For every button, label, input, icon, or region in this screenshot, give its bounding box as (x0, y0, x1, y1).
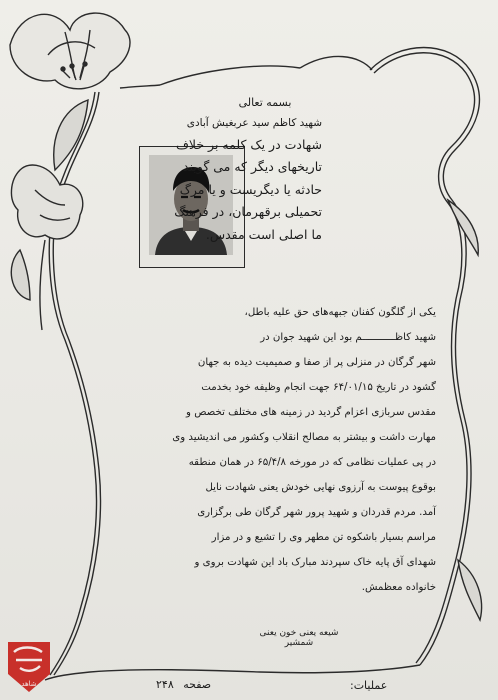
page-number-value: ۲۴۸ (156, 678, 174, 691)
page-number (150, 678, 211, 691)
martyr-name: شهید کاظم سید عربغیش آبادی (186, 117, 322, 129)
biography-line: شهر گرگان در منزلی پر از صفا و صمیمیت دیده به جهان (197, 357, 436, 368)
biography-line: گشود در تاریخ ۶۴/۰۱/۱۵ جهت انجام وظیفه خود بخدمت (201, 382, 436, 393)
biography-line: شهید کاظـــــــــــم بود این شهید جوان در (260, 332, 436, 343)
biography-line: یکی از گلگون کفنان جبهه‌های حق علیه باطل، (244, 307, 436, 318)
intro-line: شهادت در یک کلمه بر خلاف (175, 136, 322, 152)
intro-line: تاریخهای دیگر که می گویند (183, 159, 322, 174)
biography-line: آمد. مردم قدردان و شهید پرور شهر گرگان طی برگزاری (197, 507, 436, 518)
intro-line: ما اصلی است مقدس. (205, 226, 322, 242)
biography-line: در پی عملیات نظامی که در مورخه ۶۵/۴/۸ در همان منطقه (188, 457, 436, 468)
navid-shahed-logo (4, 638, 54, 696)
biography-line: بوقوع پیوست به آرزوی نهایی خودش یعنی شهادت نایل (205, 482, 436, 493)
logo-text: شاهد (21, 680, 37, 688)
intro-line: تحمیلی برقهرمان، در فرهنگ (174, 204, 322, 219)
page-label: صفحه (183, 678, 212, 691)
intro-line: حادثه یا دیگریست و یا مرگ (179, 181, 322, 197)
biography-line: خانواده معظمش. (361, 582, 436, 593)
biography-line: مراسم بسیار باشکوه تن مطهر وی را تشیع و در مزار (211, 532, 436, 543)
invocation-heading: بسمه تعالی (238, 96, 292, 109)
biography-line: مقدس سربازی اعزام گردید در زمینه های مختلف تخصص و (186, 407, 436, 418)
intro-section (82, 118, 322, 251)
motto-text: شیعه یعنی خون یعنی شمشیر (259, 628, 339, 648)
operations-label: عملیات: (350, 679, 388, 692)
biography-text (118, 306, 436, 606)
poppy-flower-icon (10, 13, 130, 675)
biography-line: شهدای آق پایه خاک سپردند مبارک باد این شهادت بروی و (194, 557, 436, 568)
biography-line: مهارت داشت و بیشتر به مصالح انقلاب وکشور می اندیشید وی (172, 432, 436, 443)
